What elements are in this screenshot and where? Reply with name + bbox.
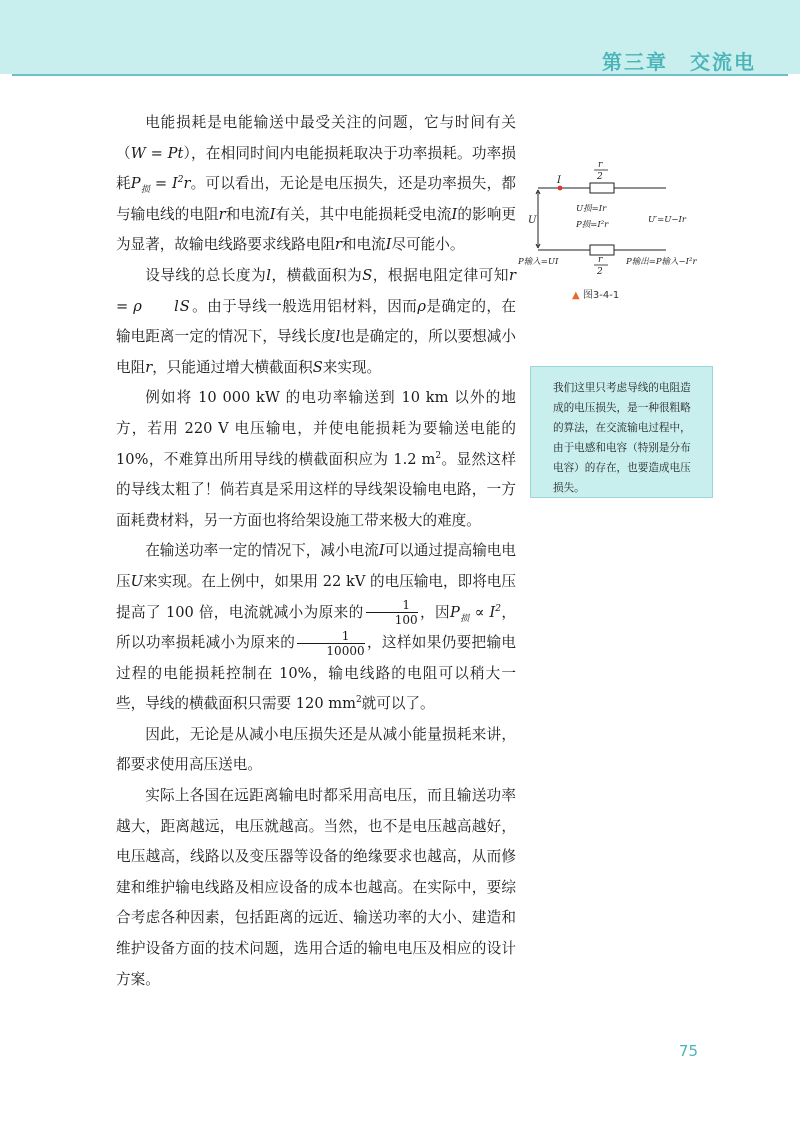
circuit-diagram [516,150,716,280]
var-r: r [218,205,226,223]
caption-marker-icon: ▲ [572,290,580,301]
label-current: I [557,175,561,186]
text: 。可以看出，无论是电压损失，还是功率损失，都与输电线的电阻 [116,175,516,223]
label-voltage: U [528,215,537,226]
text: 和电流 [225,205,270,223]
text: ），在相同时间内电能损耗取决于功率损耗。功率损耗 [116,144,516,193]
formula-power-loss: $P_损 = I^2r$ [130,175,191,196]
var-i: I [269,205,276,223]
label-output-voltage: U′=U−Ir [648,215,686,225]
var-i: I [385,236,392,254]
formula-resistance: r = ρ [116,266,516,315]
label-voltage-loss: U损=Ir [576,204,607,214]
label-output-power: P输出=P输入−I²r [626,257,697,267]
formula-proportional: $P_损 \propto I^2$ [449,603,501,624]
main-text [116,108,516,995]
var-i: I [451,205,458,223]
fraction-l-over-s: lS [174,297,190,315]
current-marker [558,186,563,191]
paragraph-6: 实际上各国在远距离输电时都采用高电压，而且输送功率越大，距离越远，电压就越高。当然，也不是电压越高越好，电压越高，线路以及变压器等设备的绝缘要求也越高，从而修建和维护输电线路及相应设备的成本也越高。在实际中，要综合考虑各种因素，包括距离的远近、输送功率的大小、建造和维护设备方面的技术问题，选用合适的输电电压及相应的设计方案。 [116,787,516,988]
paragraph-1 [116,108,516,261]
text: 的影响更为显著，故输电线路要求线路电阻 [116,205,516,254]
figure-caption [572,286,619,301]
paragraph-2: 设导线的总长度为l，横截面积为S，根据电阻定律可知r = ρ lS 。由于导线一般选用铝材料，因而ρ是确定的，在输电距离一定的情况下，导线长度l也是确定的，所以要想减小电阻r，只能通过增大横截面积S来实现。 [116,266,516,376]
label-input-power: P输入=UI [518,257,559,267]
paragraph-4: 在输送功率一定的情况下，减小电流I可以通过提高输电电压U来实现。在上例中，如果用 22 kV 的电压输电，即将电压提高了 100 倍，电流就减小为原来的 $\frac{1}{100}$ ，因$P_损 \propto I^2$，所以功率损耗减小为原来的 $\frac{1}{10000}$ ，这样如果仍要把输电过程的电能损耗控制在 10%，输电线路的电阻可以稍大一些，导线的横截面积只需要 120 $mm^2$就可以了。 [116,542,516,713]
label-power-loss: P损=I²r [576,220,609,230]
text: 电能损耗是电能输送中最受关注的问题，它与时间有关（ [116,114,516,162]
formula-energy: W = Pt [130,144,184,162]
var-r: r [334,236,342,254]
text: 和电流 [341,236,386,254]
label-r-top: r [598,160,603,170]
text: 尽可能小。 [391,236,465,254]
chapter-title: 第三章 交流电 [602,50,756,74]
sidenote-box: 我们这里只考虑导线的电阻造成的电压损失，是一种很粗略的算法，在交流输电过程中，由于电感和电容（特别是分布电容）的存在，也要造成电压损失。 [530,366,713,498]
caption-text: 图3-4-1 [582,290,620,301]
fraction-1-10000: $\frac{1}{10000}$ [297,629,364,658]
fraction-1-100: $\frac{1}{100}$ [366,598,418,627]
label-2-top: 2 [597,172,603,182]
label-r-bottom: r [598,255,603,265]
page-number: 75 [678,1042,698,1060]
text: 有关，其中电能损耗受电流 [275,205,452,223]
paragraph-5: 因此，无论是从减小电压损失还是从减小能量损耗来讲，都要求使用高压送电。 [116,725,516,774]
label-2-bottom: 2 [597,267,603,277]
paragraph-3: 例如将 10 000 kW 的电功率输送到 10 km 以外的地方，若用 220 V 电压输电，并使电能损耗为要输送电能的 10%，不难算出所用导线的横截面积应为 1.2 $m^2$。显然这样的导线太粗了！倘若真是采用这样的导线架设输电电路，一方面耗费材料，另一方面也将给架设施工带来极大的难度。 [116,389,516,529]
